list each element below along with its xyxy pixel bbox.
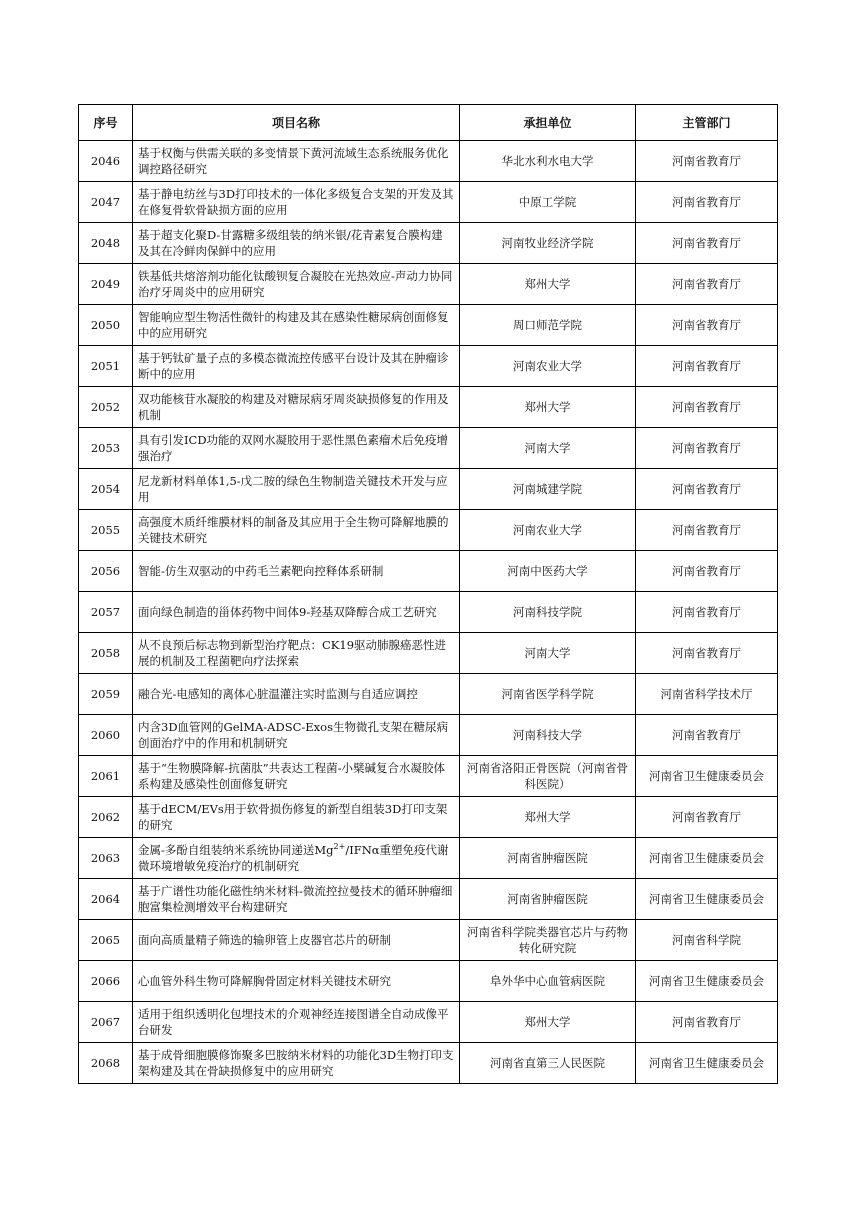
table-row bbox=[79, 633, 778, 674]
row-number: 2056 bbox=[79, 551, 133, 592]
undertaking-unit: 河南省医学科学院 bbox=[460, 674, 636, 715]
project-name: 内含3D血管网的GelMA-ADSC-Exos生物微孔支架在糖尿病创面治疗中的作用和机制研究 bbox=[133, 715, 460, 756]
undertaking-unit: 河南大学 bbox=[460, 633, 636, 674]
table-row bbox=[79, 1043, 778, 1084]
table-row bbox=[79, 961, 778, 1002]
table-row bbox=[79, 387, 778, 428]
header-unit: 承担单位 bbox=[460, 105, 636, 141]
project-name: 面向高质量精子筛选的输卵管上皮器官芯片的研制 bbox=[133, 920, 460, 961]
table-row bbox=[79, 592, 778, 633]
undertaking-unit: 河南科技大学 bbox=[460, 715, 636, 756]
row-number: 2061 bbox=[79, 756, 133, 797]
row-number: 2049 bbox=[79, 264, 133, 305]
row-number: 2062 bbox=[79, 797, 133, 838]
supervising-dept: 河南省教育厅 bbox=[636, 428, 778, 469]
project-name: 高强度木质纤维膜材料的制备及其应用于全生物可降解地膜的关键技术研究 bbox=[133, 510, 460, 551]
undertaking-unit: 中原工学院 bbox=[460, 182, 636, 223]
supervising-dept: 河南省科学院 bbox=[636, 920, 778, 961]
undertaking-unit: 河南省直第三人民医院 bbox=[460, 1043, 636, 1084]
supervising-dept: 河南省卫生健康委员会 bbox=[636, 879, 778, 920]
table-row bbox=[79, 305, 778, 346]
undertaking-unit: 河南牧业经济学院 bbox=[460, 223, 636, 264]
supervising-dept: 河南省教育厅 bbox=[636, 551, 778, 592]
superscript-charge: 2+ bbox=[333, 842, 346, 852]
project-name: 铁基低共熔溶剂功能化钛酸钡复合凝胶在光热效应-声动力协同治疗牙周炎中的应用研究 bbox=[133, 264, 460, 305]
table-row bbox=[79, 797, 778, 838]
supervising-dept: 河南省教育厅 bbox=[636, 346, 778, 387]
project-name: 智能-仿生双驱动的中药毛兰素靶向控释体系研制 bbox=[133, 551, 460, 592]
table-row bbox=[79, 551, 778, 592]
project-name: 从不良预后标志物到新型治疗靶点：CK19驱动肺腺癌恶性进展的机制及工程菌靶向疗法探索 bbox=[133, 633, 460, 674]
supervising-dept: 河南省教育厅 bbox=[636, 305, 778, 346]
supervising-dept: 河南省教育厅 bbox=[636, 633, 778, 674]
table-row bbox=[79, 756, 778, 797]
table-row bbox=[79, 1002, 778, 1043]
row-number: 2057 bbox=[79, 592, 133, 633]
table-row bbox=[79, 469, 778, 510]
undertaking-unit: 河南农业大学 bbox=[460, 510, 636, 551]
row-number: 2059 bbox=[79, 674, 133, 715]
row-number: 2051 bbox=[79, 346, 133, 387]
table-row bbox=[79, 346, 778, 387]
table-row bbox=[79, 674, 778, 715]
supervising-dept: 河南省教育厅 bbox=[636, 510, 778, 551]
supervising-dept: 河南省教育厅 bbox=[636, 387, 778, 428]
supervising-dept: 河南省教育厅 bbox=[636, 797, 778, 838]
row-number: 2063 bbox=[79, 838, 133, 879]
project-name: 基于静电纺丝与3D打印技术的一体化多级复合支架的开发及其在修复骨软骨缺损方面的应用 bbox=[133, 182, 460, 223]
table-row bbox=[79, 264, 778, 305]
undertaking-unit: 河南省科学院类器官芯片与药物转化研究院 bbox=[460, 920, 636, 961]
undertaking-unit: 河南省肿瘤医院 bbox=[460, 879, 636, 920]
undertaking-unit: 河南中医药大学 bbox=[460, 551, 636, 592]
undertaking-unit: 郑州大学 bbox=[460, 264, 636, 305]
supervising-dept: 河南省卫生健康委员会 bbox=[636, 838, 778, 879]
undertaking-unit: 郑州大学 bbox=[460, 797, 636, 838]
undertaking-unit: 河南大学 bbox=[460, 428, 636, 469]
project-name: 双功能核苷水凝胶的构建及对糖尿病牙周炎缺损修复的作用及机制 bbox=[133, 387, 460, 428]
row-number: 2058 bbox=[79, 633, 133, 674]
table-row bbox=[79, 510, 778, 551]
undertaking-unit: 阜外华中心血管病医院 bbox=[460, 961, 636, 1002]
undertaking-unit: 河南农业大学 bbox=[460, 346, 636, 387]
row-number: 2048 bbox=[79, 223, 133, 264]
supervising-dept: 河南省教育厅 bbox=[636, 592, 778, 633]
supervising-dept: 河南省卫生健康委员会 bbox=[636, 1043, 778, 1084]
row-number: 2050 bbox=[79, 305, 133, 346]
supervising-dept: 河南省卫生健康委员会 bbox=[636, 756, 778, 797]
table-row bbox=[79, 715, 778, 756]
project-name: 智能响应型生物活性微针的构建及其在感染性糖尿病创面修复中的应用研究 bbox=[133, 305, 460, 346]
table-row bbox=[79, 920, 778, 961]
undertaking-unit: 河南省肿瘤医院 bbox=[460, 838, 636, 879]
table-row bbox=[79, 879, 778, 920]
row-number: 2053 bbox=[79, 428, 133, 469]
project-name: 基于dECM/EVs用于软骨损伤修复的新型自组装3D打印支架的研究 bbox=[133, 797, 460, 838]
table-row bbox=[79, 428, 778, 469]
row-number: 2065 bbox=[79, 920, 133, 961]
supervising-dept: 河南省教育厅 bbox=[636, 223, 778, 264]
project-name: 面向绿色制造的甾体药物中间体9-羟基双降醇合成工艺研究 bbox=[133, 592, 460, 633]
row-number: 2064 bbox=[79, 879, 133, 920]
row-number: 2047 bbox=[79, 182, 133, 223]
project-name: 基于成骨细胞膜修饰聚多巴胺纳米材料的功能化3D生物打印支架构建及其在骨缺损修复中的应用研究 bbox=[133, 1043, 460, 1084]
row-number: 2068 bbox=[79, 1043, 133, 1084]
row-number: 2067 bbox=[79, 1002, 133, 1043]
project-name bbox=[133, 838, 460, 879]
row-number: 2066 bbox=[79, 961, 133, 1002]
undertaking-unit: 河南城建学院 bbox=[460, 469, 636, 510]
header-no: 序号 bbox=[79, 105, 133, 141]
project-name: 心血管外科生物可降解胸骨固定材料关键技术研究 bbox=[133, 961, 460, 1002]
supervising-dept: 河南省科学技术厅 bbox=[636, 674, 778, 715]
project-name: 基于广谱性功能化磁性纳米材料-微流控拉曼技术的循环肿瘤细胞富集检测增效平台构建研究 bbox=[133, 879, 460, 920]
row-number: 2055 bbox=[79, 510, 133, 551]
supervising-dept: 河南省教育厅 bbox=[636, 1002, 778, 1043]
undertaking-unit: 郑州大学 bbox=[460, 387, 636, 428]
table-header-row bbox=[79, 105, 778, 141]
supervising-dept: 河南省教育厅 bbox=[636, 264, 778, 305]
undertaking-unit: 河南省洛阳正骨医院（河南省骨科医院） bbox=[460, 756, 636, 797]
project-name-part: /IFNα重塑免疫代谢微环境增敏免疫治疗的机制研究 bbox=[138, 843, 449, 873]
row-number: 2052 bbox=[79, 387, 133, 428]
project-name: 尼龙新材料单体1,5-戊二胺的绿色生物制造关键技术开发与应用 bbox=[133, 469, 460, 510]
project-name: 具有引发ICD功能的双网水凝胶用于恶性黑色素瘤术后免疫增强治疗 bbox=[133, 428, 460, 469]
project-name-part: 金属-多酚自组装纳米系统协同递送Mg bbox=[138, 843, 334, 857]
project-name: 基于超支化聚D-甘露糖多级组装的纳米银/花青素复合膜构建及其在冷鲜肉保鲜中的应用 bbox=[133, 223, 460, 264]
project-name: 基于“生物膜降解-抗菌肽”共表达工程菌-小檗碱复合水凝胶体系构建及感染性创面修复研究 bbox=[133, 756, 460, 797]
project-name: 基于钙钛矿量子点的多模态微流控传感平台设计及其在肿瘤诊断中的应用 bbox=[133, 346, 460, 387]
project-table bbox=[78, 104, 778, 1084]
project-name: 适用于组织透明化包埋技术的介观神经连接图谱全自动成像平台研发 bbox=[133, 1002, 460, 1043]
supervising-dept: 河南省教育厅 bbox=[636, 469, 778, 510]
project-name: 基于权衡与供需关联的多变情景下黄河流域生态系统服务优化调控路径研究 bbox=[133, 141, 460, 182]
supervising-dept: 河南省教育厅 bbox=[636, 182, 778, 223]
table-row bbox=[79, 141, 778, 182]
supervising-dept: 河南省卫生健康委员会 bbox=[636, 961, 778, 1002]
header-dept: 主管部门 bbox=[636, 105, 778, 141]
undertaking-unit: 周口师范学院 bbox=[460, 305, 636, 346]
undertaking-unit: 华北水利水电大学 bbox=[460, 141, 636, 182]
row-number: 2054 bbox=[79, 469, 133, 510]
header-project-name: 项目名称 bbox=[133, 105, 460, 141]
undertaking-unit: 河南科技学院 bbox=[460, 592, 636, 633]
row-number: 2046 bbox=[79, 141, 133, 182]
row-number: 2060 bbox=[79, 715, 133, 756]
supervising-dept: 河南省教育厅 bbox=[636, 715, 778, 756]
table-row bbox=[79, 838, 778, 879]
undertaking-unit: 郑州大学 bbox=[460, 1002, 636, 1043]
supervising-dept: 河南省教育厅 bbox=[636, 141, 778, 182]
project-name: 融合光-电感知的离体心脏温灌注实时监测与自适应调控 bbox=[133, 674, 460, 715]
table-row bbox=[79, 223, 778, 264]
table-row bbox=[79, 182, 778, 223]
